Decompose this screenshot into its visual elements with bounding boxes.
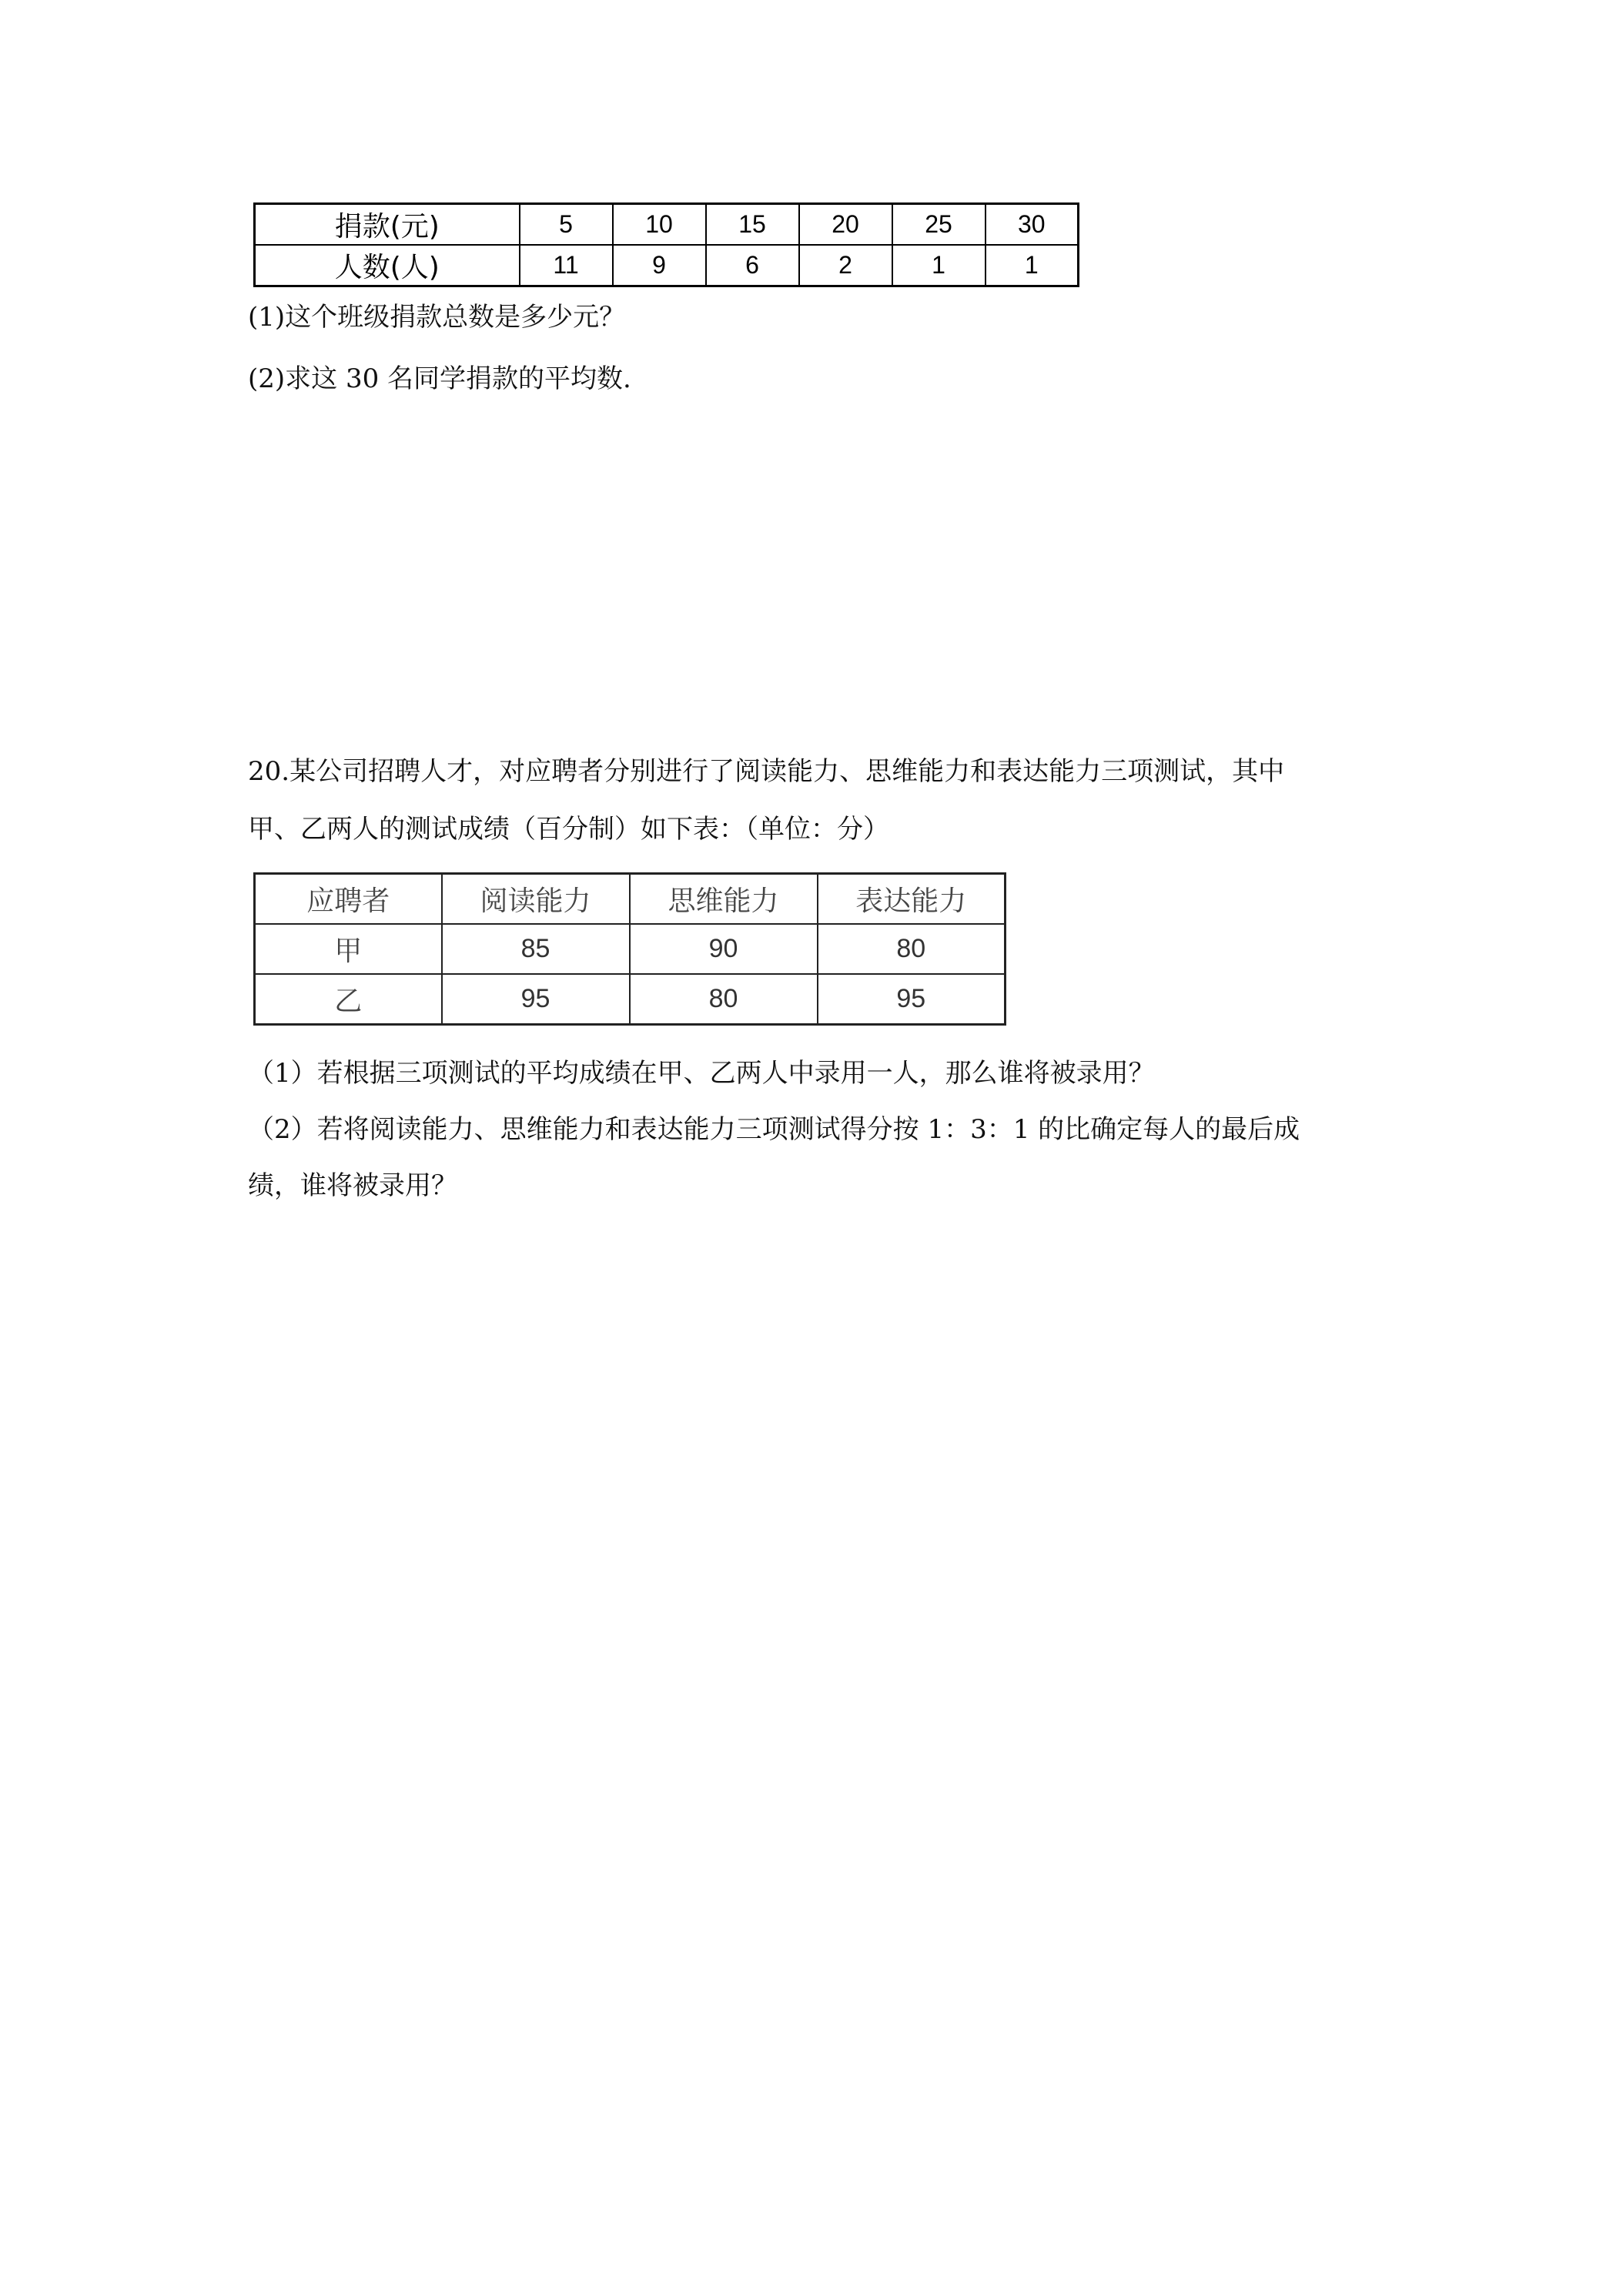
q20-part1: （1）若根据三项测试的平均成绩在甲、乙两人中录用一人，那么谁将被录用？ [248, 1058, 1155, 1089]
table-cell: 人数(人) [255, 245, 520, 286]
table-cell: 甲 [255, 924, 442, 974]
table-header-cell: 阅读能力 [442, 874, 630, 925]
table-header-cell: 5 [520, 204, 613, 246]
q20-part2-line2: 绩，谁将被录用？ [248, 1170, 457, 1201]
table-header-cell: 思维能力 [630, 874, 818, 925]
table-cell: 85 [442, 924, 630, 974]
q20-part2-line1: （2）若将阅读能力、思维能力和表达能力三项测试得分按 1：3：1 的比确定每人的最后成 [248, 1114, 1300, 1145]
table-header-cell: 捐款(元) [255, 204, 520, 246]
table-row [255, 245, 1079, 286]
table-cell: 11 [520, 245, 613, 286]
score-table [253, 872, 1006, 1026]
table-cell: 2 [799, 245, 892, 286]
table-row [255, 924, 1006, 974]
table-cell: 80 [818, 924, 1006, 974]
table-cell: 90 [630, 924, 818, 974]
table-header-cell: 应聘者 [255, 874, 442, 925]
q20-stem-line1: 20.某公司招聘人才，对应聘者分别进行了阅读能力、思维能力和表达能力三项测试，其中 [248, 756, 1285, 787]
table-header-cell: 10 [613, 204, 706, 246]
table-header-cell: 25 [892, 204, 986, 246]
table-cell: 95 [442, 974, 630, 1025]
table-cell: 9 [613, 245, 706, 286]
table-cell: 1 [986, 245, 1079, 286]
table-cell: 乙 [255, 974, 442, 1025]
q20-stem-line2: 甲、乙两人的测试成绩（百分制）如下表：（单位：分） [248, 814, 889, 845]
table-cell: 80 [630, 974, 818, 1025]
table-cell: 95 [818, 974, 1006, 1025]
donation-table [253, 202, 1079, 287]
q19-part1: (1)这个班级捐款总数是多少元？ [248, 302, 626, 333]
table-row [255, 974, 1006, 1025]
table-row [255, 874, 1006, 925]
table-header-cell: 20 [799, 204, 892, 246]
table-header-cell: 15 [706, 204, 799, 246]
table-header-cell: 表达能力 [818, 874, 1006, 925]
table-cell: 1 [892, 245, 986, 286]
table-cell: 6 [706, 245, 799, 286]
table-row [255, 204, 1079, 246]
table-header-cell: 30 [986, 204, 1079, 246]
q19-part2: (2)求这 30 名同学捐款的平均数. [248, 363, 631, 394]
